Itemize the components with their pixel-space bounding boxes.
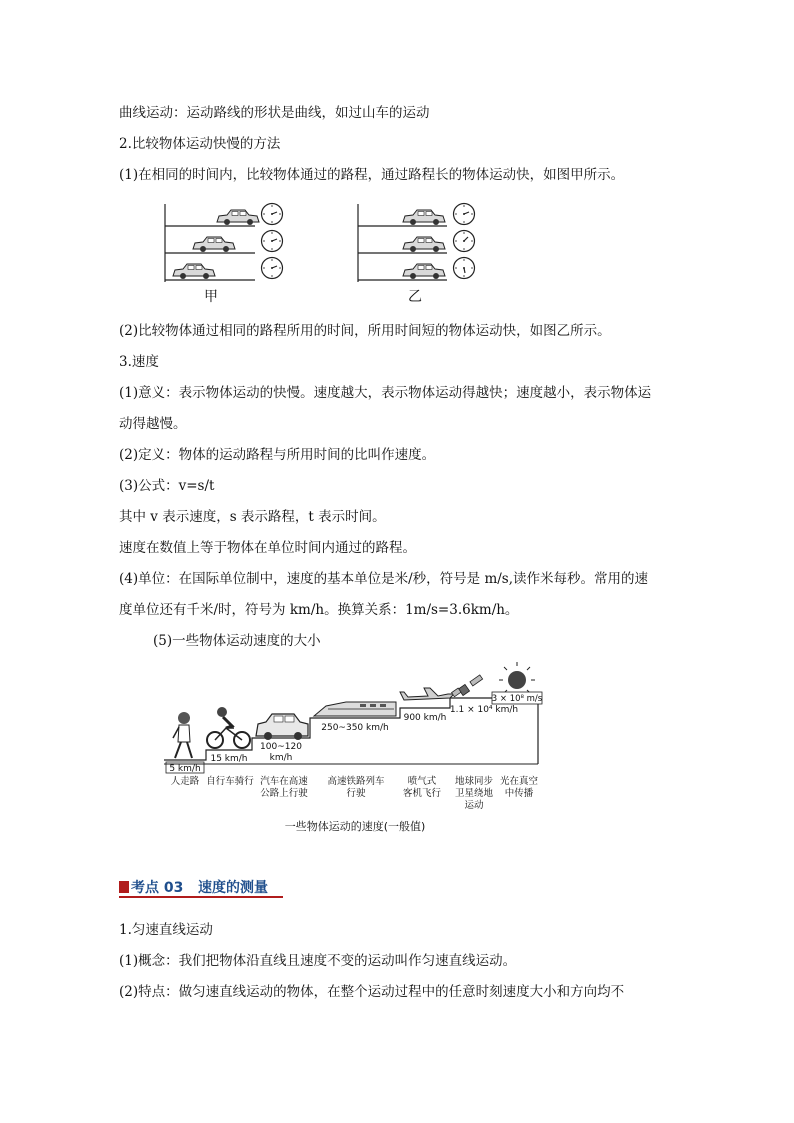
text-line-2: 2.比较物体运动快慢的方法 <box>119 136 281 152</box>
text-line-17: (2)特点：做匀速直线运动的物体，在整个运动过程中的任意时刻速度大小和方向均不 <box>119 984 625 1000</box>
section-marker <box>119 881 129 893</box>
section-title <box>131 877 268 897</box>
text-line-7: 动得越慢。 <box>119 416 187 432</box>
item-label-train-2: 行驶 <box>346 788 366 799</box>
text-line-6: (1)意义：表示物体运动的快慢。速度越大，表示物体运动得越快；速度越小，表示物体运 <box>119 385 652 401</box>
item-label-car-2: 公路上行驶 <box>260 788 308 799</box>
figure-caption: 一些物体运动的速度(一般值) <box>284 820 426 833</box>
item-label-satellite-2: 卫星绕地 <box>454 788 494 799</box>
speed-label-satellite: 1.1 × 10⁴ km/h <box>449 705 519 715</box>
speed-label-train: 250~350 km/h <box>321 723 389 733</box>
speed-label-car-2: km/h <box>269 753 293 763</box>
compare-motion-figure <box>155 196 485 308</box>
speed-label-light: 3 × 10⁸ m/s <box>491 694 543 704</box>
section-badge: 考点 03 <box>131 880 184 896</box>
text-line-13: 度单位还有千米/时，符号为 km/h。换算关系：1m/s=3.6km/h。 <box>119 602 519 618</box>
text-line-15: 1.匀速直线运动 <box>119 922 213 938</box>
item-label-plane-2: 客机飞行 <box>402 788 442 799</box>
cyclist-icon <box>207 707 250 748</box>
satellite-icon <box>452 675 483 697</box>
figure-jia <box>165 204 283 306</box>
section-underline <box>119 896 283 898</box>
text-line-1: 曲线运动：运动路线的形状是曲线，如过山车的运动 <box>119 105 430 121</box>
speed-label-car-1: 100~120 <box>260 742 302 752</box>
item-label-plane-1: 喷气式 <box>407 776 437 787</box>
text-line-14: (5)一些物体运动速度的大小 <box>153 633 321 649</box>
figure-label-jia: 甲 <box>204 289 218 305</box>
walker-icon <box>173 712 192 758</box>
item-label-satellite-1: 地球同步 <box>454 776 494 787</box>
item-label-satellite-3: 运动 <box>464 800 484 811</box>
text-line-3: (1)在相同的时间内，比较物体通过的路程，通过路程长的物体运动快，如图甲所示。 <box>119 167 625 183</box>
text-line-16: (1)概念：我们把物体沿直线且速度不变的运动叫作匀速直线运动。 <box>119 953 517 969</box>
figure-yi <box>358 204 475 306</box>
item-label-train-1: 高速铁路列车 <box>327 776 385 787</box>
text-line-4: (2)比较物体通过相同的路程所用的时间，所用时间短的物体运动快，如图乙所示。 <box>119 323 611 339</box>
text-line-12: (4)单位：在国际单位制中，速度的基本单位是米/秒，符号是 m/s,读作米每秒。常用的速 <box>119 571 649 587</box>
item-label-cycling: 自行车骑行 <box>206 776 254 787</box>
item-label-light-1: 光在真空 <box>499 776 539 787</box>
item-label-car-1: 汽车在高速 <box>260 776 308 787</box>
train-icon <box>314 702 396 716</box>
airplane-icon <box>400 688 454 700</box>
figure-label-yi: 乙 <box>408 289 422 305</box>
speed-label-walking: 5 km/h <box>169 764 201 774</box>
text-line-9: (3)公式：v=s/t <box>119 478 215 494</box>
speed-staircase-figure <box>160 660 550 840</box>
text-line-5: 3.速度 <box>119 354 159 370</box>
speed-label-plane: 900 km/h <box>403 713 447 723</box>
item-label-walking: 人走路 <box>170 776 200 787</box>
text-line-11: 速度在数值上等于物体在单位时间内通过的路程。 <box>119 540 416 556</box>
section-title-text: 速度的测量 <box>197 880 268 896</box>
text-line-10: 其中 v 表示速度，s 表示路程，t 表示时间。 <box>119 509 386 525</box>
text-line-8: (2)定义：物体的运动路程与所用时间的比叫作速度。 <box>119 447 436 463</box>
speed-label-cycling: 15 km/h <box>210 754 248 764</box>
car-icon <box>256 714 308 740</box>
item-label-light-2: 中传播 <box>504 788 534 799</box>
